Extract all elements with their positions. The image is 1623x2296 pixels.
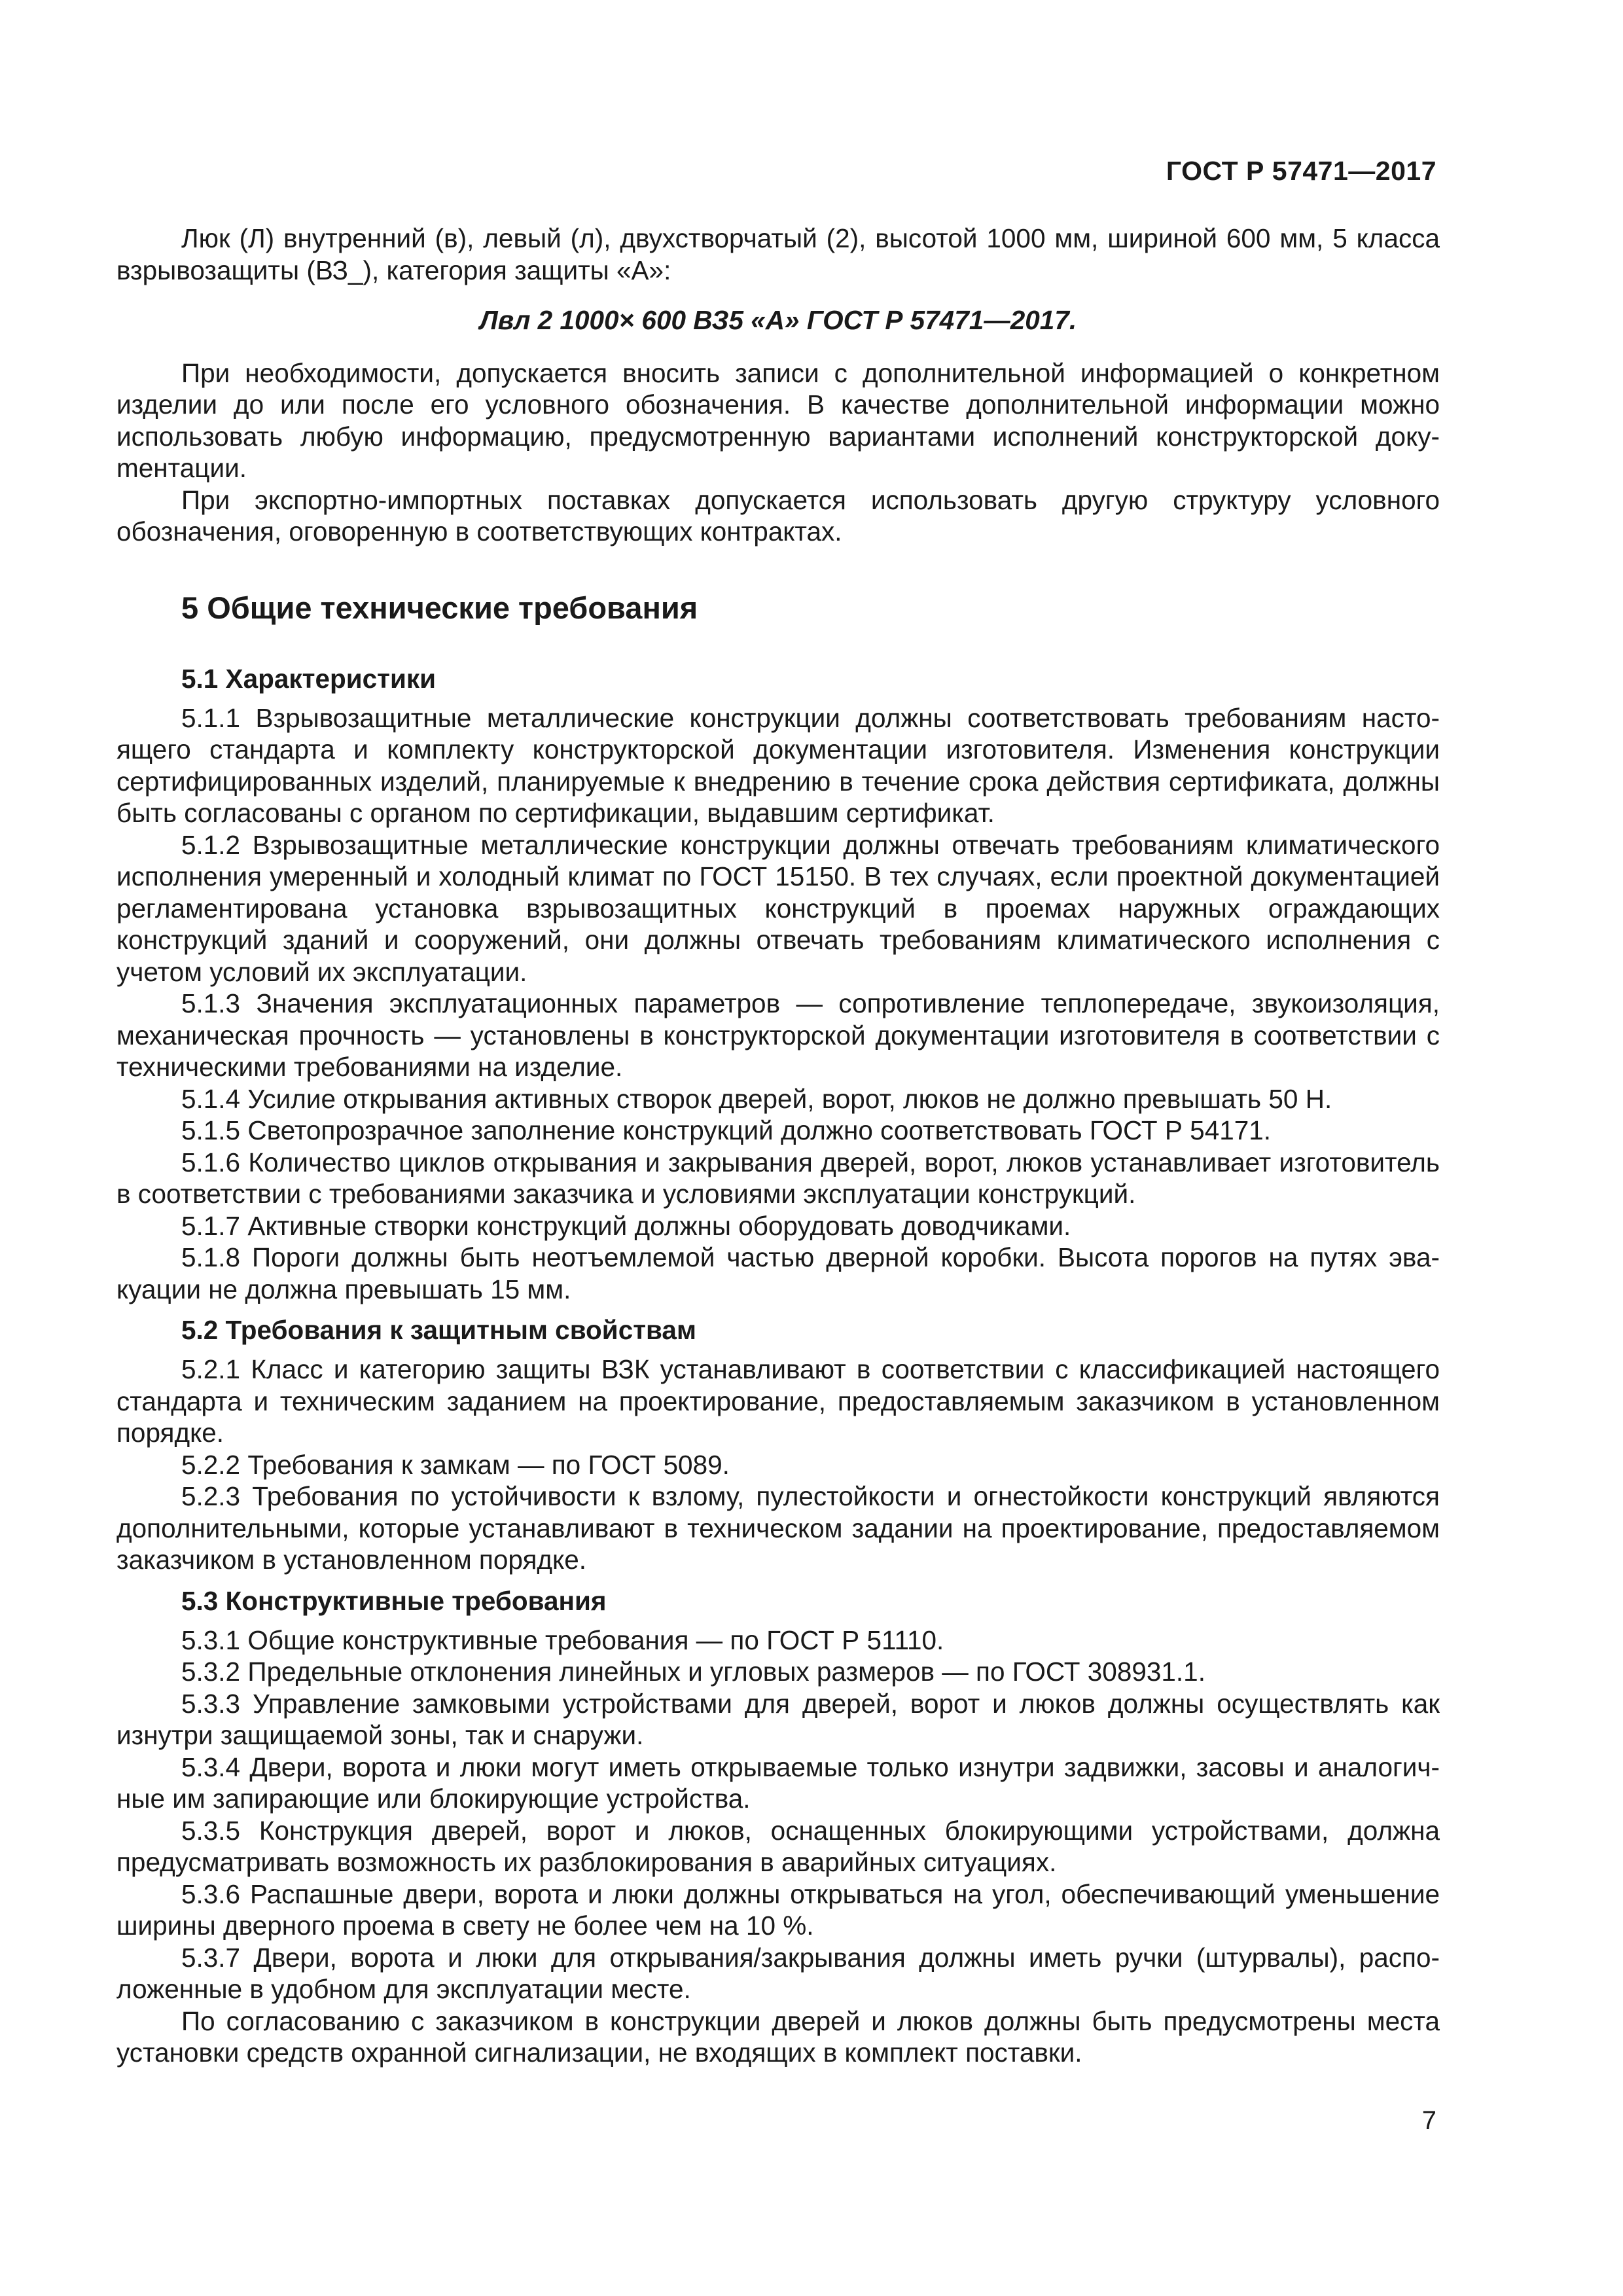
clause-5-1-3: 5.1.3 Значения эксплуатационных параметров — сопротивление теплопередаче, звукоизоляция, механическая прочность — установлены в конструкторской документации изготовителя в соответствии с техническими требованиями на изделие. xyxy=(116,988,1440,1082)
clause-5-3-3: 5.3.3 Управление замковыми устройствами для дверей, ворот и люков должны осуществлять как изнутри защищаемой зоны, так и снаружи. xyxy=(116,1688,1440,1750)
clause-5-3-1: 5.3.1 Общие конструктивные требования — по ГОСТ Р 51110. xyxy=(181,1624,944,1655)
standard-header: ГОСТ Р 57471—2017 xyxy=(1166,156,1436,186)
additional-info-paragraph: При необходимости, допускается вносить записи с дополнительной информацией о конкретном изделии до или после его условного обозначения. В качестве дополнительной информации можно использовать любую информацию, предусмотренную вариантами исполнений конструкторской докуmентации. xyxy=(116,357,1440,483)
subsection-5-3-title: 5.3 Конструктивные требования xyxy=(181,1585,607,1616)
example-paragraph: Люк (Л) внутренний (в), левый (л), двухстворчатый (2), высотой 1000 мм, шириной 600 мм, 5 класса взрывозащиты (ВЗ_), категория защиты «А»: xyxy=(116,223,1440,285)
closing-paragraph: По согласованию с заказчиком в конструкции дверей и люков должны быть предусмотрены места установки средств охранной сигнализации, не входящих в комплект поставки. xyxy=(116,2005,1440,2068)
subsection-5-2-title: 5.2 Требования к защитным свойствам xyxy=(181,1315,696,1345)
clause-5-2-3: 5.2.3 Требования по устойчивости к взлому, пулестойкости и огнестойкости конструкций являются дополнительными, которые устанавливают в техническом задании на проектирование, предоставляемом заказчиком в установленном порядке. xyxy=(116,1481,1440,1575)
clause-5-3-4: 5.3.4 Двери, ворота и люки могут иметь открываемые только изнутри задвижки, засовы и аналогичные им запирающие или блокирующие устройства. xyxy=(116,1751,1440,1814)
clause-5-1-4: 5.1.4 Усилие открывания активных створок дверей, ворот, люков не должно превышать 50 Н. xyxy=(181,1083,1332,1114)
clause-5-1-6: 5.1.6 Количество циклов открывания и закрывания дверей, ворот, люков устанавливает изготовитель в соответствии с требованиями заказчика и условиями эксплуатации конструкций. xyxy=(116,1147,1440,1209)
clause-5-1-7: 5.1.7 Активные створки конструкций должны оборудовать доводчиками. xyxy=(181,1210,1071,1241)
subsection-5-1-title: 5.1 Характеристики xyxy=(181,663,437,694)
designation-formula: Лвл 2 1000× 600 ВЗ5 «А» ГОСТ Р 57471—2017. xyxy=(479,305,1077,335)
clause-5-1-8: 5.1.8 Пороги должны быть неотъемлемой частью дверной коробки. Высота порогов на путях эвакуации не должна превышать 15 мм. xyxy=(116,1242,1440,1304)
clause-5-1-1: 5.1.1 Взрывозащитные металлические конструкции должны соответствовать требованиям настоящего стандарта и комплекту конструкторской документации изготовителя. Изменения конструкции сертифицированных изделий, планируемые к внедрению в течение срока действия сертификата, должны быть согласованы с органом по сертификации, выдавшим сертификат. xyxy=(116,702,1440,828)
page-number: 7 xyxy=(1421,2106,1436,2135)
clause-5-1-2: 5.1.2 Взрывозащитные металлические конструкции должны отвечать требованиям климатического исполнения умеренный и холодный климат по ГОСТ 15150. В тех случаях, если проектной документацией регламентирована установка взрывозащитных конструкций в проемах наружных ограждающих конструкций зданий и сооружений, они должны отвечать требованиям климатического исполнения с учетом условий их эксплуатации. xyxy=(116,829,1440,987)
clause-5-3-7: 5.3.7 Двери, ворота и люки для открывания/закрывания должны иметь ручки (штурвалы), расположенные в удобном для эксплуатации месте. xyxy=(116,1942,1440,2004)
clause-5-3-5: 5.3.5 Конструкция дверей, ворот и люков, оснащенных блокирующими устройствами, должна предусматривать возможность их разблокирования в аварийных ситуациях. xyxy=(116,1815,1440,1877)
clause-5-1-5: 5.1.5 Светопрозрачное заполнение конструкций должно соответствовать ГОСТ Р 54171. xyxy=(181,1115,1272,1145)
export-paragraph: При экспортно-импортных поставках допускается использовать другую структуру условного обозначения, оговоренную в соответствующих контрактах. xyxy=(116,484,1440,547)
clause-5-3-2: 5.3.2 Предельные отклонения линейных и угловых размеров — по ГОСТ 308931.1. xyxy=(181,1657,1205,1687)
clause-5-3-6: 5.3.6 Распашные двери, ворота и люки должны открываться на угол, обеспечивающий уменьшение ширины дверного проема в свету не более чем на 10 %. xyxy=(116,1878,1440,1941)
page-content xyxy=(116,223,1440,2069)
clause-5-2-2: 5.2.2 Требования к замкам — по ГОСТ 5089. xyxy=(181,1449,730,1480)
section-5-title: 5 Общие технические требования xyxy=(181,590,698,625)
clause-5-2-1: 5.2.1 Класс и категорию защиты ВЗК устанавливают в соответствии с классификацией настоящего стандарта и техническим заданием на проектирование, предоставляемым заказчиком в установленном порядке. xyxy=(116,1354,1440,1448)
